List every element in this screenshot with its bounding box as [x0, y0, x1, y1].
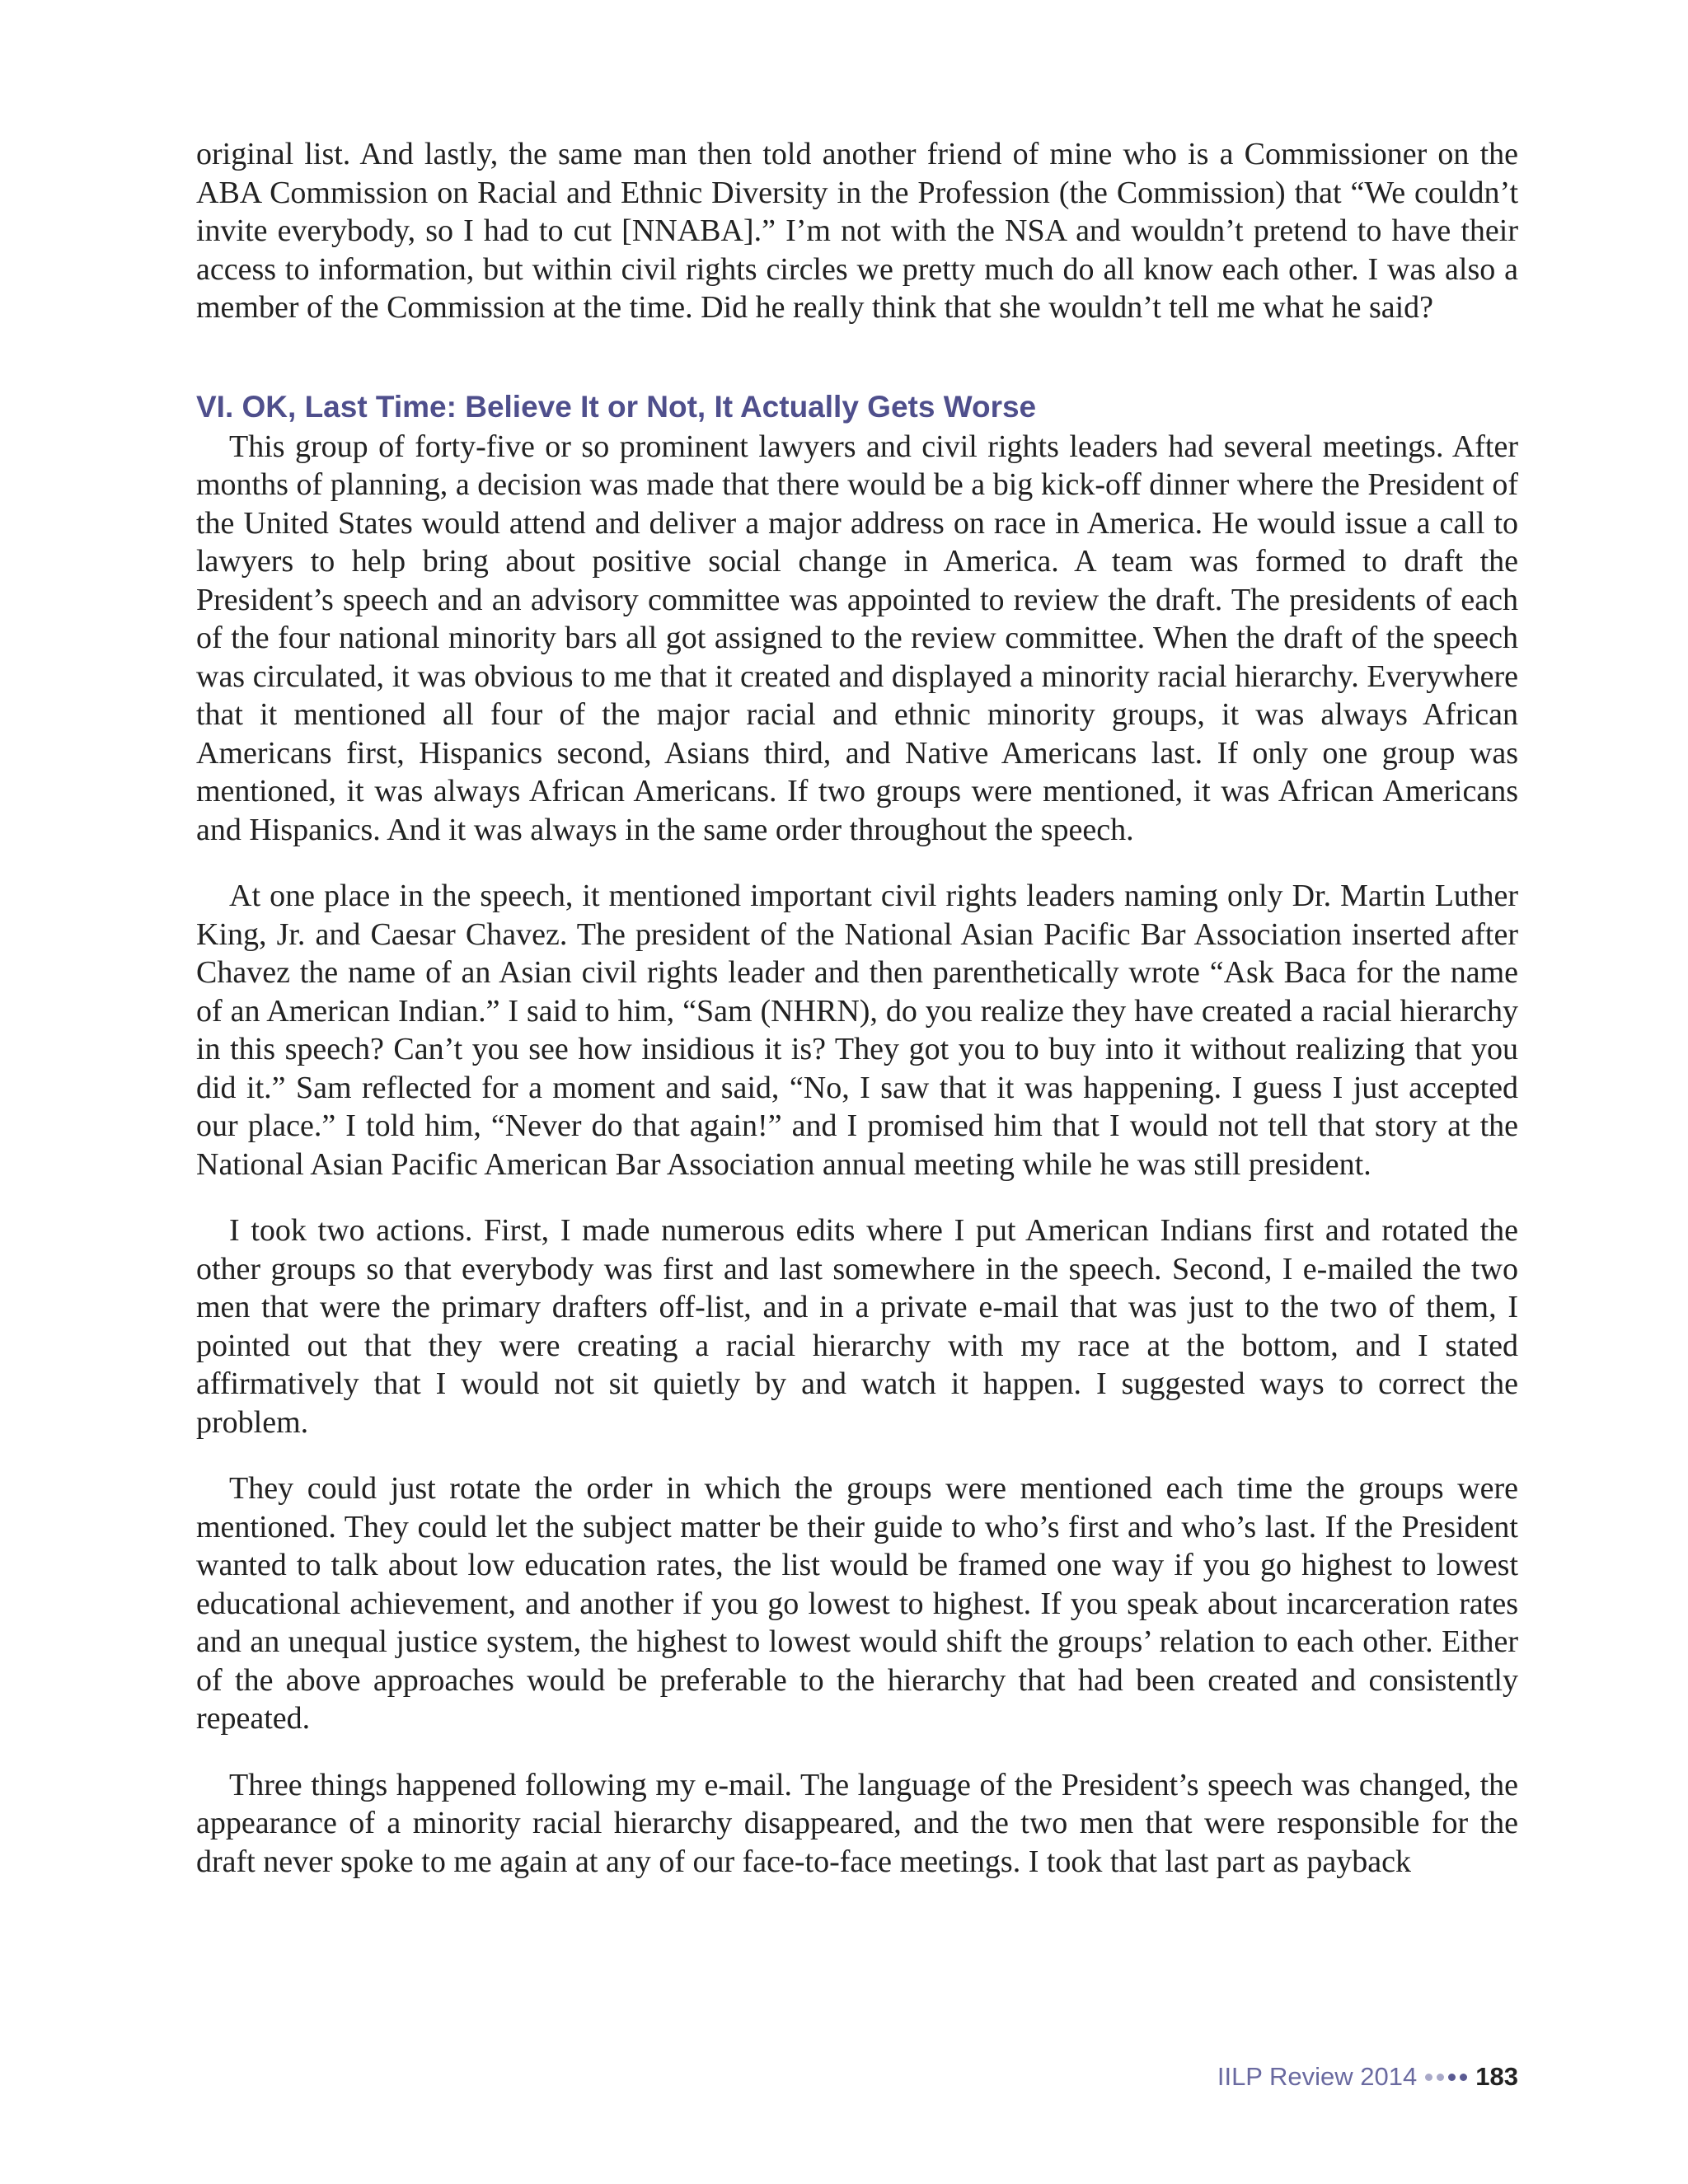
paragraph-5: Three things happened following my e-mail. The language of the President’s speech was changed, the appearance of a minority racial hierarchy disappeared, and the two men that were responsible for the draft never spoke to me again at any of our face-to-face meetings. I took that last part as payback: [196, 1767, 1518, 1879]
paragraph-1: This group of forty-five or so prominent lawyers and civil rights leaders had several meetings. After months of planning, a decision was made that there would be a big kick-off dinner where the President of the United States would attend and deliver a major address on race in America. He would issue a call to lawyers to help bring about positive social change in America. A team was formed to draft the President’s speech and an advisory committee was appointed to review the draft. The presidents of each of the four national minority bars all got assigned to the review committee. When the draft of the speech was circulated, it was obvious to me that it created and displayed a minority racial hierarchy. Everywhere that it mentioned all four of the major racial and ethnic minority groups, it was always African Americans first, Hispanics second, Asians third, and Native Americans last. If only one group was mentioned, it was always African Americans. If two groups were mentioned, it was African Americans and Hispanics. And it was always in the same order throughout the speech.: [196, 429, 1518, 847]
section-heading: VI. OK, Last Time: Believe It or Not, It Actually Gets Worse: [196, 389, 1037, 424]
page-number: 183: [1475, 2062, 1518, 2091]
dot-icon: [1448, 2074, 1456, 2081]
dot-icon: [1460, 2074, 1467, 2081]
page-body: [196, 135, 1518, 1881]
page-footer: [1217, 2060, 1518, 2093]
paragraph-2: At one place in the speech, it mentioned important civil rights leaders naming only Dr. Martin Luther King, Jr. and Caesar Chavez. The president of the National Asian Pacific Bar Association inserted after Chavez the name of an Asian civil rights leader and then parenthetically wrote “Ask Baca for the name of an American Indian.” I said to him, “Sam (NHRN), do you realize they have created a racial hierarchy in this speech? Can’t you see how insidious it is? They got you to buy into it without realizing that you did it.” Sam reflected for a moment and said, “No, I saw that it was happening. I guess I just accepted our place.” I told him, “Never do that again!” and I promised him that I would not tell that story at the National Asian Pacific American Bar Association annual meeting while he was still president.: [196, 879, 1518, 1182]
paragraph-4: They could just rotate the order in which the groups were mentioned each time the groups were mentioned. They could let the subject matter be their guide to who’s first and who’s last. If the President wanted to talk about low education rates, the list would be framed one way if you go highest to lowest educational achievement, and another if you go lowest to highest. If you speak about incarceration rates and an unequal justice system, the highest to lowest would shift the groups’ relation to each other. Either of the above approaches would be preferable to the hierarchy that had been created and consistently repeated.: [196, 1471, 1518, 1736]
dot-icon: [1437, 2074, 1444, 2081]
paragraph-3: I took two actions. First, I made numerous edits where I put American Indians first and rotated the other groups so that everybody was first and last somewhere in the speech. Second, I e-mailed the two men that were the primary drafters off-list, and in a private e-mail that was just to the two of them, I pointed out that they were creating a racial hierarchy with my race at the bottom, and I stated affirmatively that I would not sit quietly by and watch it happen. I suggested ways to correct the problem.: [196, 1213, 1518, 1440]
journal-name: IILP Review 2014: [1217, 2062, 1418, 2091]
dot-icon: [1425, 2074, 1432, 2081]
separator-dots-icon: [1425, 2074, 1467, 2081]
continued-paragraph: original list. And lastly, the same man then told another friend of mine who is a Commissioner on the ABA Commission on Racial and Ethnic Diversity in the Profession (the Commission) that “We couldn’t invite everybody, so I had to cut [NNABA].” I’m not with the NSA and wouldn’t pretend to have their access to information, but within civil rights circles we pretty much do all know each other. I was also a member of the Commission at the time. Did he really think that she wouldn’t tell me what he said?: [196, 137, 1518, 325]
